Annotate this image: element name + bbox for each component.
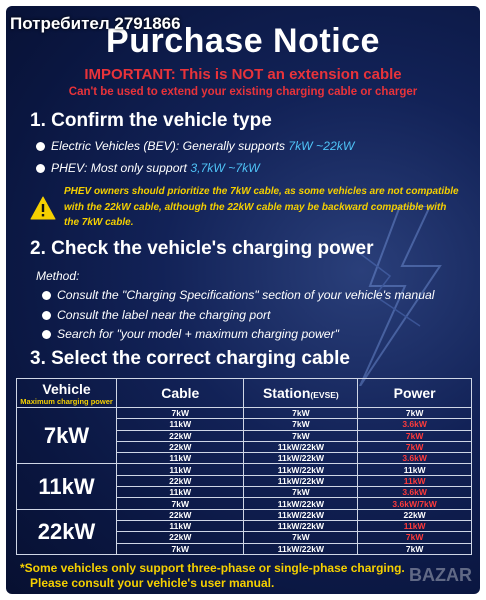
power-cell: 3.6kW xyxy=(358,487,472,498)
power-cell: 11kW xyxy=(358,475,472,486)
table-row xyxy=(17,408,472,419)
phev-item: PHEV: Most only support 3,7kW ~7kW xyxy=(36,161,260,175)
cable-cell: 7kW xyxy=(117,498,244,509)
cable-cell: 22kW xyxy=(117,430,244,441)
purchase-notice-poster xyxy=(6,6,480,594)
bullet-icon xyxy=(42,311,51,320)
power-cell: 7kW xyxy=(358,532,472,543)
cable-cell: 7kW xyxy=(117,408,244,419)
bev-value: 7kW ~22kW xyxy=(288,139,355,153)
station-cell: 11kW/22kW xyxy=(244,543,358,554)
power-cell: 7kW xyxy=(358,543,472,554)
station-cell: 11kW/22kW xyxy=(244,475,358,486)
power-cell: 11kW xyxy=(358,520,472,531)
power-cell: 3.6kW/7kW xyxy=(358,498,472,509)
power-cell: 3.6kW xyxy=(358,453,472,464)
power-cell: 11kW xyxy=(358,464,472,475)
power-cell: 7kW xyxy=(358,441,472,452)
station-cell: 11kW/22kW xyxy=(244,453,358,464)
station-cell: 7kW xyxy=(244,430,358,441)
vehicle-power-cell: 22kW xyxy=(17,509,117,554)
cable-cell: 11kW xyxy=(117,464,244,475)
cable-cell: 11kW xyxy=(117,487,244,498)
cable-cell: 22kW xyxy=(117,441,244,452)
important-subnotice: Can't be used to extend your existing charging cable or charger xyxy=(68,86,418,98)
vehicle-header: Vehicle Maximum charging power xyxy=(17,379,117,408)
bullet-icon xyxy=(42,291,51,300)
power-header: Power xyxy=(358,379,472,408)
cable-cell: 11kW xyxy=(117,419,244,430)
method-item: Search for "your model + maximum charging power" xyxy=(42,327,339,341)
station-cell: 7kW xyxy=(244,408,358,419)
station-cell: 7kW xyxy=(244,532,358,543)
user-watermark: Потребител 2791866 xyxy=(10,14,181,33)
method-item: Consult the label near the charging port xyxy=(42,308,270,322)
page-title: Purchase Notice xyxy=(106,22,380,60)
cable-cell: 22kW xyxy=(117,532,244,543)
method-label: Method: xyxy=(36,269,80,283)
cable-cell: 11kW xyxy=(117,453,244,464)
station-header: Station(EVSE) xyxy=(244,379,358,408)
cable-header: Cable xyxy=(117,379,244,408)
section3-heading: 3. Select the correct charging cable xyxy=(30,348,350,369)
bazar-logo: BAZAR xyxy=(409,565,472,585)
station-cell: 7kW xyxy=(244,487,358,498)
cable-cell: 22kW xyxy=(117,475,244,486)
table-row xyxy=(17,509,472,520)
bullet-icon xyxy=(42,330,51,339)
station-cell: 7kW xyxy=(244,419,358,430)
important-notice: IMPORTANT: This is NOT an extension cable xyxy=(84,66,402,83)
vehicle-power-cell: 11kW xyxy=(17,464,117,509)
station-cell: 11kW/22kW xyxy=(244,509,358,520)
method-item: Consult the "Charging Specifications" section of your vehicle's manual xyxy=(42,288,434,302)
station-cell: 11kW/22kW xyxy=(244,441,358,452)
power-cell: 3.6kW xyxy=(358,419,472,430)
cable-cell: 7kW xyxy=(117,543,244,554)
section1-heading: 1. Confirm the vehicle type xyxy=(30,110,272,131)
cable-cell: 22kW xyxy=(117,509,244,520)
power-cell: 7kW xyxy=(358,430,472,441)
bullet-icon xyxy=(36,142,45,151)
station-cell: 11kW/22kW xyxy=(244,498,358,509)
station-cell: 11kW/22kW xyxy=(244,464,358,475)
table-header-row xyxy=(17,379,472,408)
warning-text: PHEV owners should prioritize the 7kW cable, as some vehicles are not compatible with the 22kW cable, although the 22kW cable may be backward compatible with the 7kW cable. xyxy=(64,186,459,228)
power-cell: 22kW xyxy=(358,509,472,520)
table-row xyxy=(17,464,472,475)
phev-value: 3,7kW ~7kW xyxy=(190,161,260,175)
section2-heading: 2. Check the vehicle's charging power xyxy=(30,238,374,259)
station-cell: 11kW/22kW xyxy=(244,520,358,531)
footnote-continued: Please consult your vehicle's user manual. xyxy=(30,576,275,590)
cable-cell: 11kW xyxy=(117,520,244,531)
bullet-icon xyxy=(36,164,45,173)
warning-icon xyxy=(30,196,56,220)
power-cell: 7kW xyxy=(358,408,472,419)
bev-item: Electric Vehicles (BEV): Generally supports 7kW ~22kW xyxy=(36,139,354,153)
footnote: *Some vehicles only support three-phase or single-phase charging. xyxy=(20,561,405,575)
vehicle-power-cell: 7kW xyxy=(17,408,117,464)
cable-compatibility-table xyxy=(16,378,472,555)
